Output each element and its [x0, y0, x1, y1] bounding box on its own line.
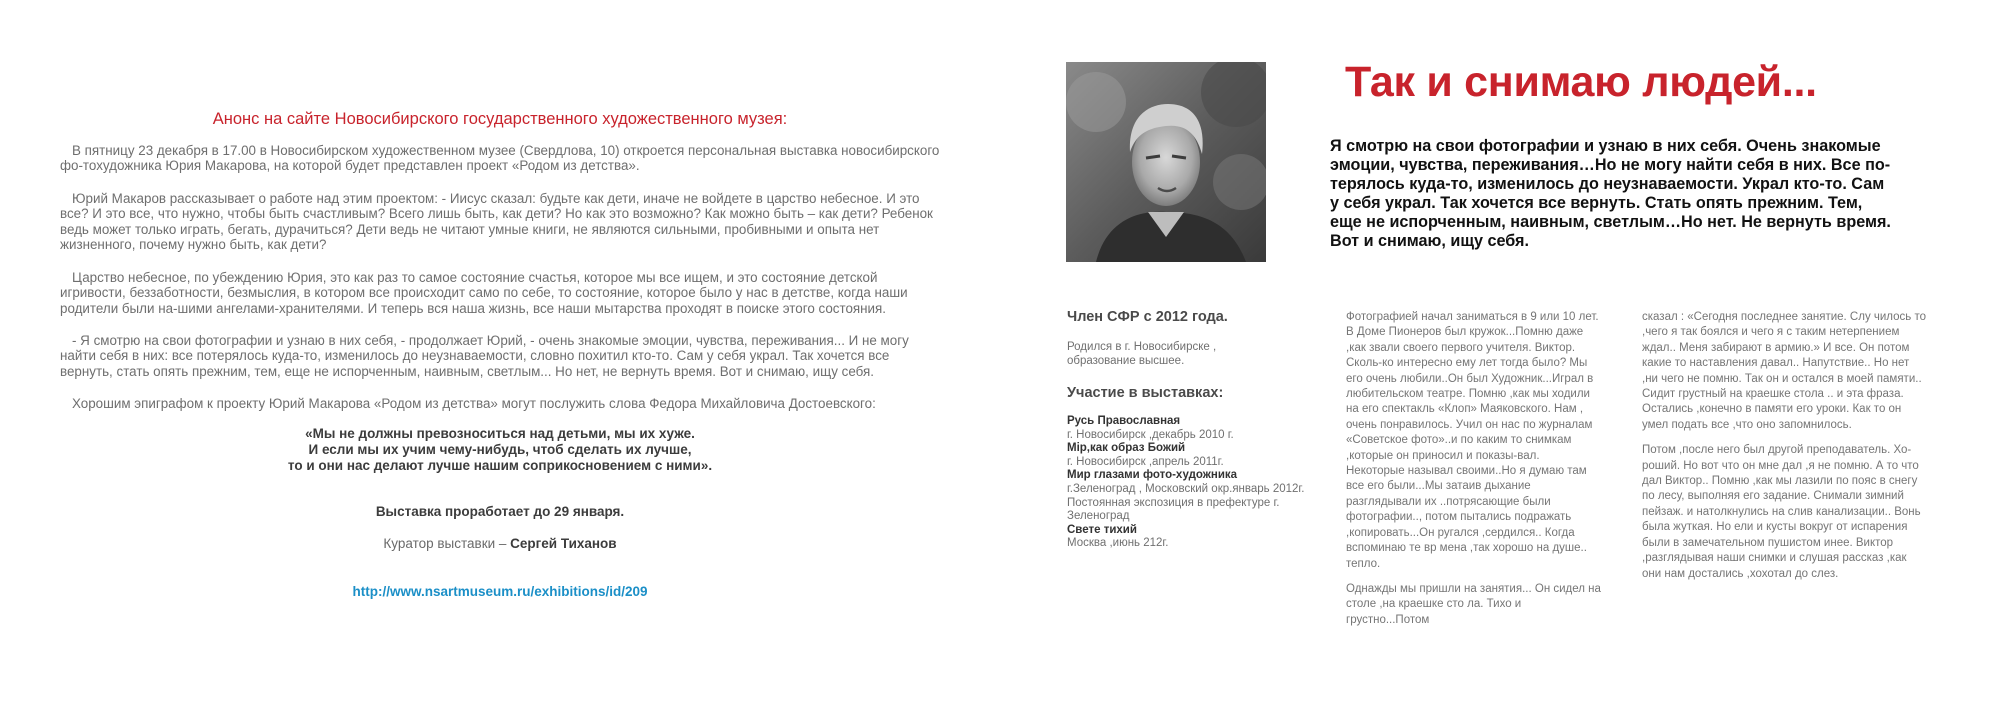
exhibition-info: г.Зеленоград , Московский окр.январь 2012г. Постоянная экспозиция в префектуре г. Зеленоград	[1067, 482, 1305, 523]
exhibition-name: Русь Православная	[1067, 415, 1181, 427]
story-paragraph: сказал : «Сегодня последнее занятие. Слу чилось то ,чего я так боялся и чего я с таким нетерпением ждал.. Меня забирают в армию.» И все. Он потом какие то наставления давал.. Напутствие.. Но нет ,ни чего не помню. Так он и остался в моей памяти.. Сидит грустный на краешке стола .. и эта фраза. Остались ,конечно в памяти его уроки. Как то он умел подать все ,что оно запомнилось.	[1642, 311, 1927, 431]
quote-line-1: «Мы не должны превозноситься над детьми, мы их хуже.	[305, 426, 695, 441]
membership-heading: Член СФР с 2012 года.	[1067, 309, 1228, 325]
portrait-photo	[1066, 62, 1266, 262]
exhibition-info: г. Новосибирск ,апрель 2011г.	[1067, 455, 1224, 468]
exhibition-info: Москва ,июнь 212г.	[1067, 537, 1169, 550]
curator-line	[60, 536, 940, 551]
exhibitions-list	[1067, 415, 1327, 551]
dostoevsky-quote	[60, 426, 940, 474]
exhibition-name: Мир глазами фото-художника	[1067, 469, 1238, 482]
intro-text: Я смотрю на свои фотографии и узнаю в них себя. Очень знакомые эмоции, чувства, переживания…Но не могу найти себя в них. Все по-терялось куда-то, изменилось до неузнаваемости. Украл кто-то. Сам у себя украл. Так хочется все вернуть. Стать опять прежним. Тем, еще не испорченным, наивным, светлым…Но нет. Не вернуть время. Вот и снимаю, ищу себя.	[1330, 137, 1891, 250]
announce-paragraph-5: Хорошим эпиграфом к проекту Юрий Макарова «Родом из детства» могут послужить слова Федора Михайловича Достоевского:	[72, 396, 876, 411]
story-paragraph: Потом ,после него был другой преподаватель. Хо-роший. Но вот что он мне дал ,я не помню. А то что дал Виктор.. Помню ,как мы лазили по пояс в снегу по лесу, выполняя его задание. Снимали зимний пейзаж. и натолкнулись на слив канализации.. Вонь была жуткая. Но ели и кусты вокруг от испарения были в замечательном пушистом инее. Виктор ,разглядывая наши снимки и слушая рассказ ,как они нам достались ,хохотал до слез.	[1642, 444, 1921, 580]
exhibition-name: Свете тихий	[1067, 523, 1137, 536]
exhibition-info: г. Новосибирск ,декабрь 2010 г.	[1067, 428, 1234, 441]
story-paragraph: Фотографией начал заниматься в 9 или 10 лет. В Доме Пионеров был кружок...Помню даже ,как звали своего первого учителя. Виктор. Сколь-ко интересно ему лет тогда было? Мы его очень любили..Он был Художник...Играл в любительском театре. Помню ,как мы ходили на его спектакль «Клоп» Маяковского. Нам , очень понравилось. Учил он нас по журналам «Советское фото»..и по каким то снимкам ,которые он приносил и показы-вал. Некоторые называл своими..Но я думаю там все его были...Мы затаив дыхание разглядывали их ..потрясающие были фотографии.., потом пытались подражать ,копировать...Он ругался ,сердился.. Когда вспоминаю те вр мена ,так хорошо на душе.. тепло.	[1346, 311, 1599, 570]
announce-paragraph-3: Царство небесное, по убеждению Юрия, это как раз то самое состояние счастья, которое мы все ищем, и это состояние детской игривости, беззаботности, безмыслия, в котором все происходит само по себе, то состояние, которое было у нас в детстве, когда наши родители были на-шими ангелами-хранителями. И теперь вся наша жизнь, все наши мытарства проходят в поиске этого состояния.	[60, 270, 908, 316]
announce-title: Анонс на сайте Новосибирского государственного художественного музея:	[212, 110, 788, 128]
announce-paragraph-1: В пятницу 23 декабря в 17.00 в Новосибирском художественном музее (Свердлова, 10) откроется персональная выставка новосибирского фо-тохудожника Юрия Макарова, на которой будет представлен проект «Родом из детства».	[60, 143, 940, 174]
exhibition-end-date: Выставка проработает до 29 января.	[375, 504, 625, 519]
story-column-1	[1346, 310, 1601, 628]
page-title: Так и снимаю людей...	[1345, 58, 1817, 106]
story-paragraph: Однажды мы пришли на занятия... Он сидел на столе ,на краешке сто ла. Тихо и грустно...Потом	[1346, 582, 1601, 626]
story-column-2	[1642, 310, 1928, 582]
museum-link[interactable]: http://www.nsartmuseum.ru/exhibitions/id/209	[352, 584, 648, 599]
biography-text: Родился в г. Новосибирске , образование высшее.	[1067, 341, 1217, 367]
announce-paragraph-4: - Я смотрю на свои фотографии и узнаю в них себя, - продолжает Юрий, - очень знакомые эмоции, чувства, переживания... И не могу найти себя в них: все потерялось куда-то, изменилось до неузнаваемости, словно похитил кто-то. Сам у себя украл. Так хочется все вернуть, стать опять прежним, тем, еще не испорченным, наивным, светлым... Но нет, не вернуть время. Вот и снимаю, ищу себя.	[60, 333, 909, 379]
quote-line-2: И если мы их учим чему-нибудь, чтоб сделать их лучше,	[308, 442, 692, 457]
exhibitions-heading: Участие в выставках:	[1067, 385, 1224, 401]
portrait-image	[1066, 62, 1266, 262]
curator-label: Куратор выставки –	[383, 536, 511, 551]
quote-line-3: то и они нас делают лучше нашим соприкосновением с ними».	[287, 458, 713, 473]
curator-name: Сергей Тиханов	[510, 536, 617, 551]
exhibition-name: Мiр,как образ Божий	[1067, 442, 1186, 455]
announce-paragraph-2: Юрий Макаров рассказывает о работе над этим проектом: - Иисус сказал: будьте как дети, иначе не войдете в царство небесное. И это все? И это все, что нужно, чтобы быть счастливым? Всего лишь быть, как дети? Но как это возможно? Как можно быть – как дети? Ребенок ведь может только играть, бегать, дурачиться? Дети ведь не читают умные книги, не являются сильными, пробивными и опыта нет жизненного, почему нужно быть, как дети?	[60, 191, 933, 253]
